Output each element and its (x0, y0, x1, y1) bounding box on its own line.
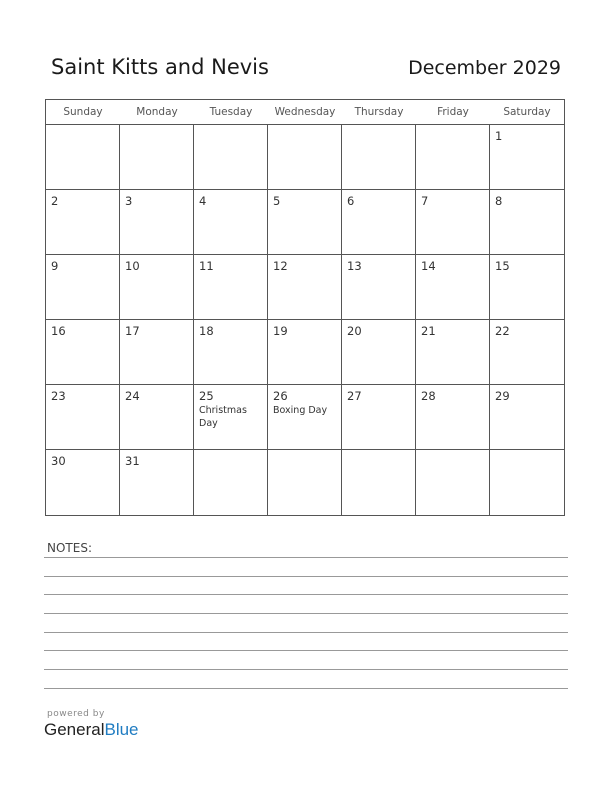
day-number: 24 (125, 389, 140, 403)
day-cell (120, 125, 194, 190)
day-number: 5 (273, 194, 281, 208)
day-number: 27 (347, 389, 362, 403)
day-number: 26 (273, 389, 288, 403)
brand-blue: Blue (104, 720, 139, 739)
weekday-friday: Friday (437, 106, 469, 118)
day-number: 20 (347, 324, 362, 338)
day-number: 10 (125, 259, 140, 273)
day-number: 31 (125, 454, 140, 468)
day-cell (490, 385, 564, 450)
day-cell (342, 125, 416, 190)
brand-general: General (44, 720, 105, 739)
weekday-wednesday: Wednesday (274, 106, 336, 118)
day-number: 9 (51, 259, 59, 273)
weekday-thursday: Thursday (354, 106, 404, 118)
day-cell (342, 320, 416, 385)
day-cell (194, 255, 268, 320)
day-cell (268, 320, 342, 385)
weekday-header (46, 100, 564, 125)
notes-line (44, 557, 568, 558)
day-cell (194, 190, 268, 255)
day-number: 14 (421, 259, 436, 273)
generalblue-logo (44, 720, 139, 740)
day-cell (416, 190, 490, 255)
day-cell (268, 450, 342, 515)
day-cell (120, 320, 194, 385)
country-title: Saint Kitts and Nevis (51, 55, 269, 79)
day-cell (46, 125, 120, 190)
day-number: 6 (347, 194, 355, 208)
day-number: 12 (273, 259, 288, 273)
day-cell (416, 385, 490, 450)
day-cell (490, 320, 564, 385)
day-cell (342, 385, 416, 450)
day-cell (342, 450, 416, 515)
day-cell (490, 190, 564, 255)
day-number: 18 (199, 324, 214, 338)
weekday-sunday: Sunday (63, 106, 103, 118)
holiday-label: Boxing Day (273, 405, 328, 416)
day-cell (120, 255, 194, 320)
day-cell (46, 450, 120, 515)
weekday-saturday: Saturday (503, 106, 551, 118)
weekday-tuesday: Tuesday (209, 106, 253, 118)
day-cell (268, 255, 342, 320)
day-cell (46, 320, 120, 385)
day-number: 7 (421, 194, 429, 208)
weekday-monday: Monday (136, 106, 178, 118)
holiday-label: Christmas Day (199, 405, 247, 429)
notes-line (44, 632, 568, 633)
month-title: December 2029 (408, 57, 561, 79)
day-number: 19 (273, 324, 288, 338)
day-cell (342, 190, 416, 255)
day-number: 13 (347, 259, 362, 273)
day-number: 4 (199, 194, 207, 208)
day-number: 25 (199, 389, 214, 403)
day-cell (490, 125, 564, 190)
day-cell (46, 190, 120, 255)
day-cell (194, 125, 268, 190)
day-number: 28 (421, 389, 436, 403)
notes-label: NOTES: (47, 541, 92, 555)
day-number: 22 (495, 324, 510, 338)
day-number: 29 (495, 389, 510, 403)
notes-line (44, 650, 568, 651)
day-number: 15 (495, 259, 510, 273)
day-number: 21 (421, 324, 436, 338)
day-number: 8 (495, 194, 503, 208)
day-cell (120, 190, 194, 255)
day-number: 16 (51, 324, 66, 338)
notes-line (44, 669, 568, 670)
day-cell (416, 320, 490, 385)
day-cell (490, 255, 564, 320)
calendar-grid (45, 99, 565, 516)
day-cell (490, 450, 564, 515)
day-number: 17 (125, 324, 140, 338)
notes-line (44, 576, 568, 577)
day-cell (120, 450, 194, 515)
day-cells (46, 125, 564, 515)
notes-line (44, 613, 568, 614)
day-cell (46, 255, 120, 320)
notes-line (44, 688, 568, 689)
day-cell (120, 385, 194, 450)
day-cell (416, 450, 490, 515)
day-number: 23 (51, 389, 66, 403)
day-number: 3 (125, 194, 133, 208)
day-cell (46, 385, 120, 450)
day-number: 1 (495, 129, 503, 143)
day-cell (194, 385, 268, 450)
day-number: 11 (199, 259, 214, 273)
powered-by-text: powered by (47, 709, 105, 719)
day-cell (416, 255, 490, 320)
day-cell (416, 125, 490, 190)
day-cell (342, 255, 416, 320)
day-number: 2 (51, 194, 59, 208)
day-cell (194, 320, 268, 385)
notes-line (44, 594, 568, 595)
day-number: 30 (51, 454, 66, 468)
day-cell (268, 190, 342, 255)
day-cell (268, 125, 342, 190)
day-cell (194, 450, 268, 515)
day-cell (268, 385, 342, 450)
